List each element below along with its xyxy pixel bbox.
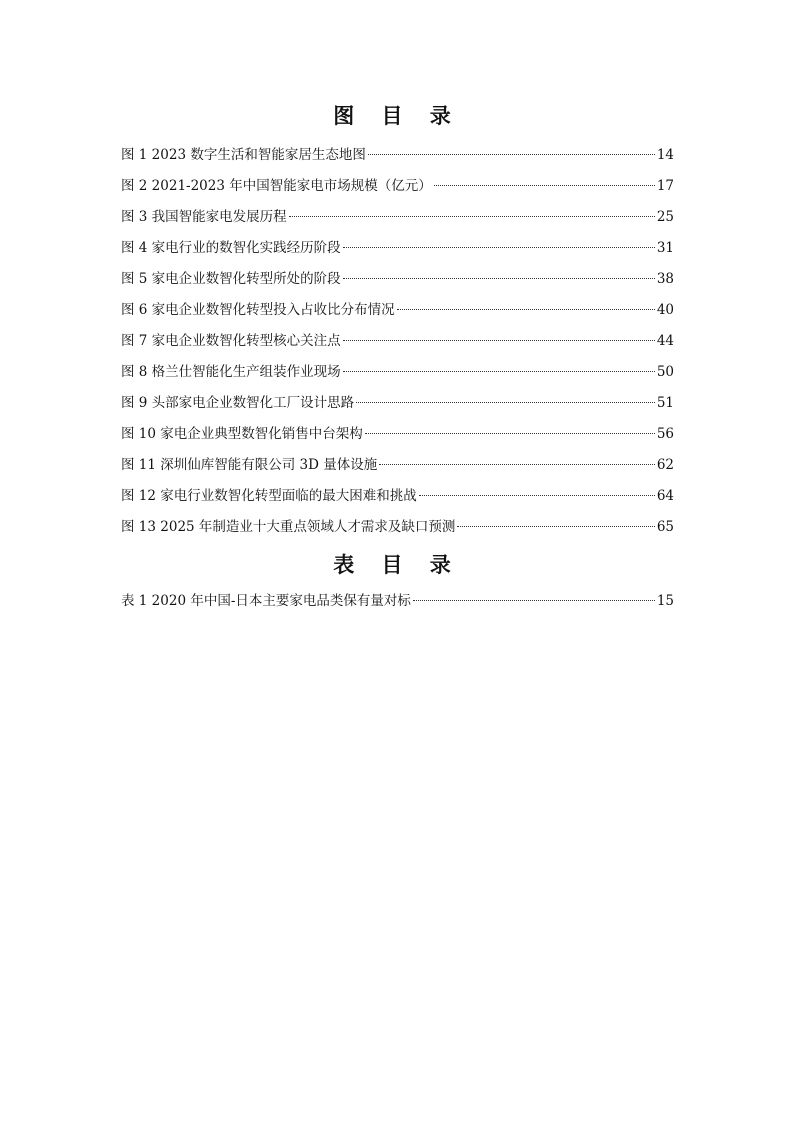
figure-entry-title: 图 11 深圳仙库智能有限公司 3D 量体设施 xyxy=(121,457,378,473)
figure-entry-title: 图 6 家电企业数智化转型投入占收比分布情况 xyxy=(121,302,395,318)
figure-entry-page-number: 31 xyxy=(656,240,674,256)
figure-entry-page-number: 56 xyxy=(656,426,674,442)
figure-entry[interactable] xyxy=(121,175,674,206)
dot-leader xyxy=(434,185,655,186)
figure-entry-title: 图 12 家电行业数智化转型面临的最大困难和挑战 xyxy=(121,488,417,504)
figure-entry-page-number: 65 xyxy=(656,519,674,535)
figure-entry-title: 图 1 2023 数字生活和智能家居生态地图 xyxy=(121,147,366,163)
figure-entry-page-number: 64 xyxy=(656,488,674,504)
figure-entry[interactable] xyxy=(121,330,674,361)
dot-leader xyxy=(368,154,655,155)
figure-entry-page-number: 51 xyxy=(656,395,674,411)
figure-entry[interactable] xyxy=(121,268,674,299)
figure-entry[interactable] xyxy=(121,454,674,485)
figure-entry-title: 图 8 格兰仕智能化生产组装作业现场 xyxy=(121,364,341,380)
dot-leader xyxy=(289,216,655,217)
dot-leader xyxy=(343,247,655,248)
tables-toc-heading: 表 目 录 xyxy=(333,553,461,577)
dot-leader xyxy=(379,464,655,465)
figure-entry-page-number: 14 xyxy=(656,147,674,163)
figures-toc-list xyxy=(121,144,674,547)
figure-entry-title: 图 9 头部家电企业数智化工厂设计思路 xyxy=(121,395,355,411)
figure-entry[interactable] xyxy=(121,237,674,268)
figure-entry-page-number: 38 xyxy=(656,271,674,287)
figure-entry-page-number: 62 xyxy=(656,457,674,473)
figure-entry-page-number: 17 xyxy=(656,178,674,194)
figure-entry[interactable] xyxy=(121,361,674,392)
dot-leader xyxy=(343,340,655,341)
figure-entry[interactable] xyxy=(121,392,674,423)
dot-leader xyxy=(343,371,655,372)
figure-entry[interactable] xyxy=(121,423,674,454)
figure-entry-page-number: 40 xyxy=(656,302,674,318)
dot-leader xyxy=(365,433,655,434)
dot-leader xyxy=(419,495,655,496)
figure-entry-title: 图 7 家电企业数智化转型核心关注点 xyxy=(121,333,341,349)
table-entry-page-number: 15 xyxy=(656,593,674,609)
figure-entry-page-number: 44 xyxy=(656,333,674,349)
figure-entry-title: 图 10 家电企业典型数智化销售中台架构 xyxy=(121,426,363,442)
figure-entry[interactable] xyxy=(121,485,674,516)
dot-leader xyxy=(413,600,655,601)
figure-entry[interactable] xyxy=(121,299,674,330)
dot-leader xyxy=(397,309,655,310)
figure-entry-page-number: 25 xyxy=(656,209,674,225)
figure-entry-title: 图 13 2025 年制造业十大重点领域人才需求及缺口预测 xyxy=(121,519,456,535)
figures-toc-heading: 图 目 录 xyxy=(333,104,461,128)
figure-entry[interactable] xyxy=(121,206,674,237)
figure-entry-title: 图 2 2021-2023 年中国智能家电市场规模（亿元） xyxy=(121,178,432,194)
table-entry[interactable] xyxy=(121,590,674,621)
figure-entry[interactable] xyxy=(121,516,674,547)
figure-entry-page-number: 50 xyxy=(656,364,674,380)
table-entry-title: 表 1 2020 年中国-日本主要家电品类保有量对标 xyxy=(121,593,411,609)
figure-entry-title: 图 4 家电行业的数智化实践经历阶段 xyxy=(121,240,341,256)
dot-leader xyxy=(457,526,654,527)
figure-entry[interactable] xyxy=(121,144,674,175)
dot-leader xyxy=(343,278,655,279)
figure-entry-title: 图 3 我国智能家电发展历程 xyxy=(121,209,287,225)
figure-entry-title: 图 5 家电企业数智化转型所处的阶段 xyxy=(121,271,341,287)
tables-toc-list xyxy=(121,590,674,621)
dot-leader xyxy=(356,402,655,403)
